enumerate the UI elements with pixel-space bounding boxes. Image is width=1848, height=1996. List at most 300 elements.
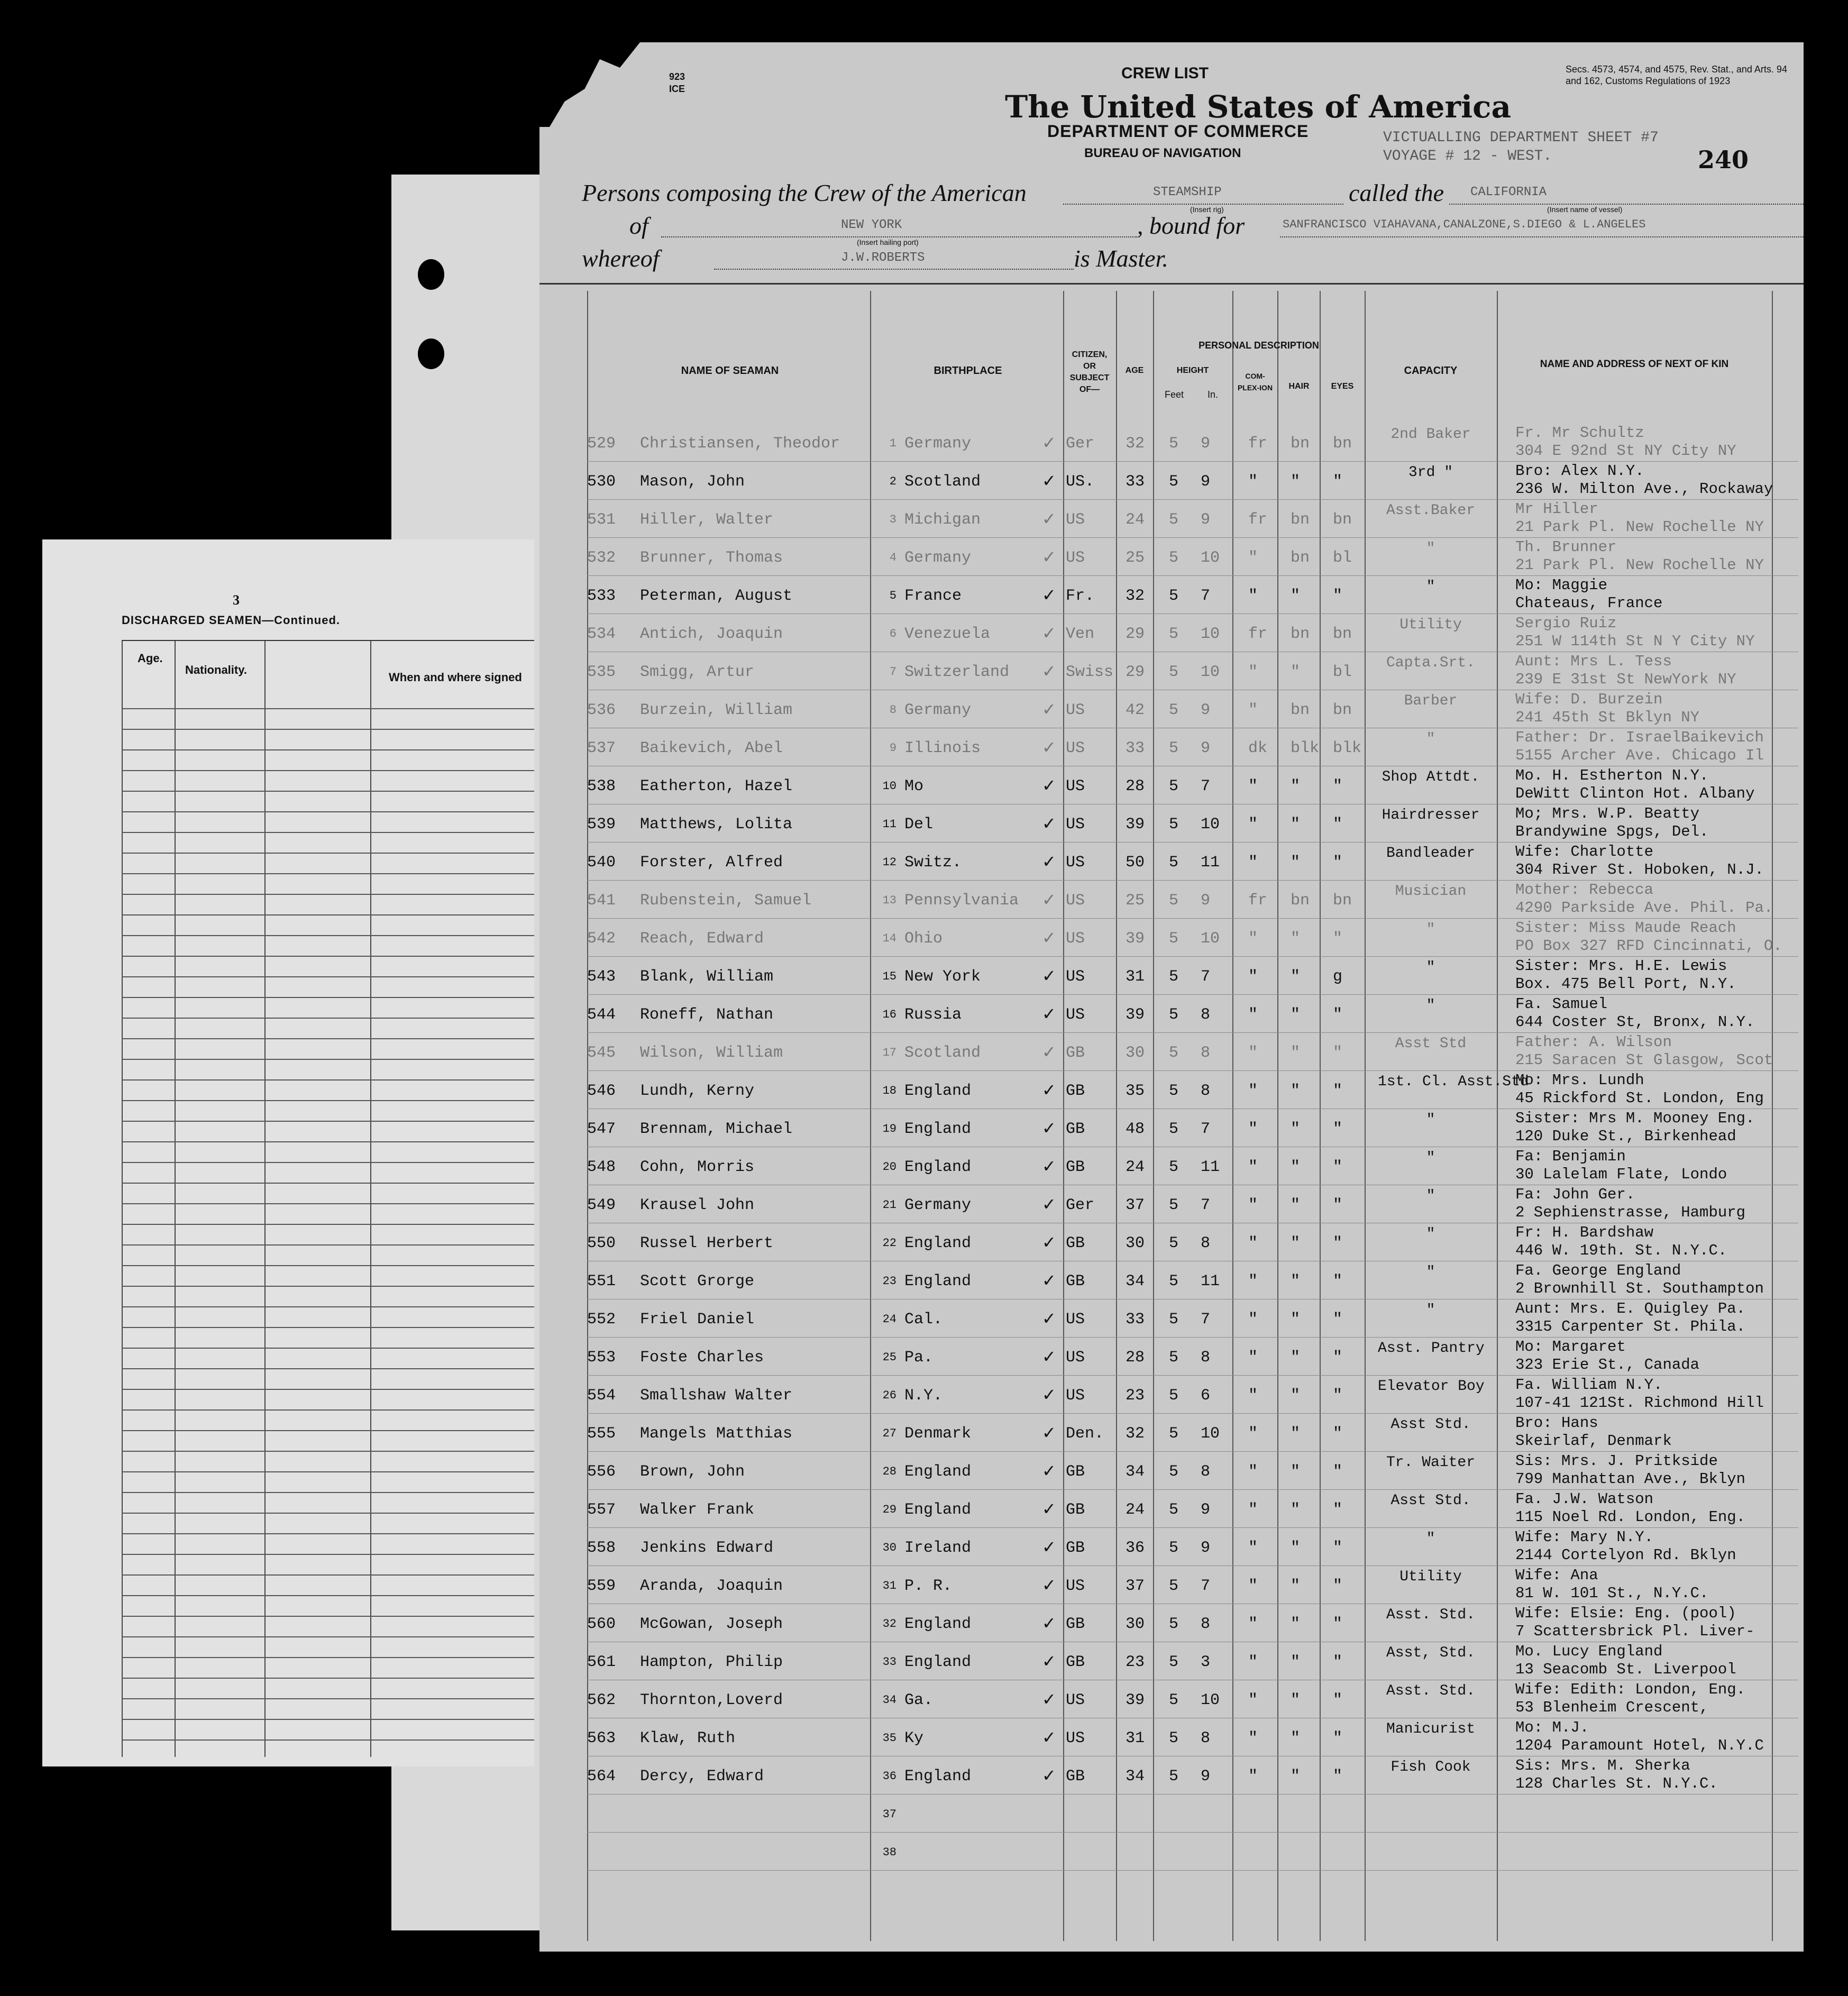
height-feet: 5 bbox=[1169, 1349, 1179, 1367]
kin-line-2: 81 W. 101 St., N.Y.C. bbox=[1515, 1585, 1709, 1602]
eyes: bn bbox=[1333, 625, 1352, 643]
complexion: " bbox=[1248, 1272, 1258, 1290]
next-of-kin bbox=[1515, 538, 1764, 574]
check-mark: ✓ bbox=[1042, 1194, 1056, 1214]
age: 31 bbox=[1126, 968, 1145, 986]
next-of-kin bbox=[1515, 1605, 1754, 1641]
capacity: 2nd Baker bbox=[1390, 426, 1471, 443]
citizenship: US. bbox=[1066, 473, 1095, 491]
next-of-kin bbox=[1515, 576, 1662, 612]
line-number: 11 bbox=[882, 818, 896, 831]
hair: " bbox=[1291, 1044, 1301, 1062]
seaman-name: Matthews, Lolita bbox=[640, 816, 793, 834]
kin-line-1: Fa: John Ger. bbox=[1515, 1186, 1635, 1203]
table-row bbox=[587, 918, 1798, 957]
row-number: 533 bbox=[587, 587, 616, 605]
next-of-kin bbox=[1515, 957, 1736, 993]
next-of-kin bbox=[1515, 881, 1773, 917]
birthplace: England bbox=[904, 1120, 972, 1138]
line-number: 33 bbox=[882, 1655, 896, 1669]
check-mark: ✓ bbox=[1042, 1651, 1056, 1671]
height-inches: 9 bbox=[1201, 435, 1211, 453]
citizenship: US bbox=[1066, 1311, 1085, 1329]
height-feet: 5 bbox=[1169, 1691, 1179, 1709]
check-mark: ✓ bbox=[1042, 1461, 1056, 1481]
eyes: bl bbox=[1333, 663, 1352, 681]
height-feet: 5 bbox=[1169, 930, 1179, 948]
line-number: 12 bbox=[882, 856, 896, 869]
kin-line-2: 30 Lalelam Flate, Londo bbox=[1515, 1166, 1727, 1183]
kin-line-2: 251 W 114th St N Y City NY bbox=[1515, 633, 1755, 650]
capacity: " bbox=[1426, 997, 1435, 1014]
kin-line-2: 115 Noel Rd. London, Eng. bbox=[1515, 1508, 1746, 1526]
citizenship: Swiss bbox=[1066, 663, 1114, 681]
table-row bbox=[587, 956, 1798, 995]
hair: " bbox=[1291, 1311, 1301, 1329]
torn-corner bbox=[539, 42, 640, 127]
capacity: Hairdresser bbox=[1382, 807, 1480, 823]
destination-value: SANFRANCISCO VIAHAVANA,CANALZONE,S.DIEGO & L.ANGELES bbox=[1283, 218, 1646, 231]
line-number: 30 bbox=[882, 1541, 896, 1554]
complexion: " bbox=[1248, 1463, 1258, 1481]
citizenship: GB bbox=[1066, 1044, 1085, 1062]
height-inches: 9 bbox=[1201, 701, 1211, 719]
capacity: " bbox=[1426, 1188, 1435, 1204]
col-capacity: CAPACITY bbox=[1404, 365, 1458, 377]
citizenship: US bbox=[1066, 1387, 1085, 1405]
check-mark: ✓ bbox=[1042, 699, 1056, 719]
age: 29 bbox=[1126, 625, 1145, 643]
kin-line-1: Wife: D. Burzein bbox=[1515, 691, 1663, 708]
kin-line-1: Aunt: Mrs. E. Quigley Pa. bbox=[1515, 1300, 1746, 1317]
line-number: 34 bbox=[882, 1693, 896, 1707]
table-row bbox=[587, 1375, 1798, 1414]
complexion: " bbox=[1248, 1311, 1258, 1329]
citizenship: US bbox=[1066, 854, 1085, 872]
table-row bbox=[587, 1527, 1798, 1566]
kin-line-1: Aunt: Mrs L. Tess bbox=[1515, 653, 1672, 670]
eyes: " bbox=[1333, 1387, 1343, 1405]
birthplace: Scotland bbox=[904, 473, 981, 491]
line-number: 15 bbox=[882, 970, 896, 983]
citizenship: US bbox=[1066, 549, 1085, 567]
seaman-name: Friel Daniel bbox=[640, 1311, 755, 1329]
height-inches: 8 bbox=[1201, 1729, 1211, 1747]
height-feet: 5 bbox=[1169, 1387, 1179, 1405]
kin-line-2: 21 Park Pl. New Rochelle NY bbox=[1515, 556, 1764, 574]
line-number: 26 bbox=[882, 1389, 896, 1402]
height-inches: 10 bbox=[1201, 663, 1220, 681]
table-row bbox=[587, 804, 1798, 843]
row-number: 535 bbox=[587, 663, 616, 681]
seaman-name: Peterman, August bbox=[640, 587, 793, 605]
height-inches: 9 bbox=[1201, 473, 1211, 491]
table-row bbox=[587, 728, 1798, 766]
seaman-name: Foste Charles bbox=[640, 1349, 764, 1367]
hair: " bbox=[1291, 1234, 1301, 1252]
age: 39 bbox=[1126, 816, 1145, 834]
row-number: 555 bbox=[587, 1425, 616, 1443]
line-number: 23 bbox=[882, 1275, 896, 1288]
complexion: " bbox=[1248, 1387, 1258, 1405]
col-name: NAME OF SEAMAN bbox=[681, 365, 779, 377]
crew-list-sheet bbox=[539, 42, 1804, 1952]
check-mark: ✓ bbox=[1042, 1156, 1056, 1176]
age: 24 bbox=[1126, 511, 1145, 529]
ruled-lines bbox=[122, 689, 534, 1757]
kin-line-2: Chateaus, France bbox=[1515, 594, 1663, 612]
seaman-name: Smigg, Artur bbox=[640, 663, 755, 681]
bureau: BUREAU OF NAVIGATION bbox=[1084, 146, 1241, 160]
line-number: 24 bbox=[882, 1313, 896, 1326]
kin-line-2: 13 Seacomb St. Liverpool bbox=[1515, 1661, 1736, 1678]
kin-line-1: Wife: Ana bbox=[1515, 1567, 1598, 1584]
birthplace: England bbox=[904, 1615, 972, 1633]
citizenship: GB bbox=[1066, 1234, 1085, 1252]
voyage-number: VOYAGE # 12 - WEST. bbox=[1383, 148, 1552, 164]
complexion: " bbox=[1248, 1501, 1258, 1519]
check-mark: ✓ bbox=[1042, 737, 1056, 757]
line-number: 14 bbox=[882, 932, 896, 945]
height-inches: 8 bbox=[1201, 1082, 1211, 1100]
table-row bbox=[587, 1451, 1798, 1490]
hair: " bbox=[1291, 1653, 1301, 1671]
height-feet: 5 bbox=[1169, 1615, 1179, 1633]
height-feet: 5 bbox=[1169, 1158, 1179, 1176]
row-number: 550 bbox=[587, 1234, 616, 1252]
birthplace: Pa. bbox=[904, 1349, 934, 1367]
kin-line-2: 2144 Cortelyon Rd. Bklyn bbox=[1515, 1546, 1736, 1564]
kin-line-1: Wife: Charlotte bbox=[1515, 843, 1654, 860]
row-number: 532 bbox=[587, 549, 616, 567]
check-mark: ✓ bbox=[1042, 813, 1056, 834]
hair: " bbox=[1291, 473, 1301, 491]
height-inches: 8 bbox=[1201, 1463, 1211, 1481]
next-of-kin bbox=[1515, 1528, 1736, 1564]
check-mark: ✓ bbox=[1042, 1004, 1056, 1024]
eyes: " bbox=[1333, 1272, 1343, 1290]
discharged-page-number: 3 bbox=[233, 592, 240, 608]
height-feet: 5 bbox=[1169, 1768, 1179, 1786]
seaman-name: Smallshaw Walter bbox=[640, 1387, 793, 1405]
kin-line-2: 4290 Parkside Ave. Phil. Pa. bbox=[1515, 899, 1773, 917]
line-number: 16 bbox=[882, 1008, 896, 1021]
hair: " bbox=[1291, 1463, 1301, 1481]
capacity: Asst Std bbox=[1395, 1036, 1467, 1052]
hair: " bbox=[1291, 1158, 1301, 1176]
citizenship: US bbox=[1066, 1006, 1085, 1024]
hair: " bbox=[1291, 1272, 1301, 1290]
complexion: " bbox=[1248, 854, 1258, 872]
eyes: bl bbox=[1333, 549, 1352, 567]
col-feet: Feet bbox=[1164, 389, 1184, 400]
row-number: 553 bbox=[587, 1349, 616, 1367]
height-inches: 9 bbox=[1201, 739, 1211, 757]
age: 34 bbox=[1126, 1463, 1145, 1481]
capacity: Asst Std. bbox=[1390, 1493, 1471, 1509]
birthplace: England bbox=[904, 1082, 972, 1100]
height-feet: 5 bbox=[1169, 663, 1179, 681]
next-of-kin bbox=[1515, 1719, 1764, 1755]
complexion: " bbox=[1248, 701, 1258, 719]
birthplace: Cal. bbox=[904, 1311, 943, 1329]
birthplace: Russia bbox=[904, 1006, 962, 1024]
height-feet: 5 bbox=[1169, 1463, 1179, 1481]
seaman-name: Lundh, Kerny bbox=[640, 1082, 755, 1100]
table-row bbox=[587, 1109, 1798, 1147]
height-feet: 5 bbox=[1169, 1577, 1179, 1595]
seaman-name: Brown, John bbox=[640, 1463, 745, 1481]
punch-hole bbox=[418, 259, 444, 290]
declaration-line2b: , bound for bbox=[1137, 212, 1245, 239]
seaman-name: Blank, William bbox=[640, 968, 774, 986]
next-of-kin bbox=[1515, 767, 1754, 803]
table-row bbox=[587, 1223, 1798, 1261]
citizenship: US bbox=[1066, 1577, 1085, 1595]
eyes: " bbox=[1333, 777, 1343, 795]
check-mark: ✓ bbox=[1042, 775, 1056, 795]
table-row bbox=[587, 499, 1798, 538]
table-row bbox=[587, 1642, 1798, 1680]
next-of-kin bbox=[1515, 462, 1773, 498]
hair: " bbox=[1291, 1387, 1301, 1405]
kin-line-2: 128 Charles St. N.Y.C. bbox=[1515, 1775, 1718, 1792]
vessel-value: CALIFORNIA bbox=[1470, 185, 1547, 199]
hair: " bbox=[1291, 1006, 1301, 1024]
table-row bbox=[587, 1261, 1798, 1299]
complexion: " bbox=[1248, 1234, 1258, 1252]
age: 28 bbox=[1126, 777, 1145, 795]
line-number: 31 bbox=[882, 1579, 896, 1592]
complexion: " bbox=[1248, 1577, 1258, 1595]
kin-line-1: Bro: Hans bbox=[1515, 1414, 1598, 1432]
next-of-kin bbox=[1515, 1033, 1773, 1069]
hair: bn bbox=[1291, 511, 1310, 529]
col-citizen: CITIZEN, OR SUBJECT OF— bbox=[1069, 350, 1110, 394]
birthplace: England bbox=[904, 1272, 972, 1290]
age: 33 bbox=[1126, 473, 1145, 491]
complexion: " bbox=[1248, 587, 1258, 605]
age: 35 bbox=[1126, 1082, 1145, 1100]
complexion: " bbox=[1248, 549, 1258, 567]
citizenship: GB bbox=[1066, 1272, 1085, 1290]
destination-line bbox=[1280, 236, 1804, 237]
hair: bn bbox=[1291, 549, 1310, 567]
eyes: " bbox=[1333, 1311, 1343, 1329]
line-number: 19 bbox=[882, 1122, 896, 1136]
eyes: " bbox=[1333, 1120, 1343, 1138]
check-mark: ✓ bbox=[1042, 1765, 1056, 1786]
table-row bbox=[587, 652, 1798, 690]
hair: " bbox=[1291, 1768, 1301, 1786]
kin-line-2: 45 Rickford St. London, Eng bbox=[1515, 1089, 1764, 1107]
kin-line-2: 5155 Archer Ave. Chicago Il bbox=[1515, 747, 1764, 764]
age: 32 bbox=[1126, 435, 1145, 453]
height-inches: 7 bbox=[1201, 968, 1211, 986]
line-number: 32 bbox=[882, 1617, 896, 1631]
kin-line-2: 304 E 92nd St NY City NY bbox=[1515, 442, 1736, 460]
eyes: " bbox=[1333, 473, 1343, 491]
eyes: " bbox=[1333, 1044, 1343, 1062]
kin-line-1: Fa. William N.Y. bbox=[1515, 1376, 1663, 1394]
next-of-kin bbox=[1515, 843, 1764, 879]
row-number: 546 bbox=[587, 1082, 616, 1100]
height-inches: 9 bbox=[1201, 511, 1211, 529]
height-inches: 10 bbox=[1201, 816, 1220, 834]
line-number: 29 bbox=[882, 1503, 896, 1516]
discharged-seamen-sheet bbox=[42, 539, 534, 1766]
line-number: 20 bbox=[882, 1160, 896, 1174]
hair: " bbox=[1291, 777, 1301, 795]
kin-line-2: PO Box 327 RFD Cincinnati, O. bbox=[1515, 937, 1782, 955]
seaman-name: Mangels Matthias bbox=[640, 1425, 793, 1443]
citizenship: Ger bbox=[1066, 1196, 1095, 1214]
age: 39 bbox=[1126, 1691, 1145, 1709]
page-number: 240 bbox=[1698, 145, 1749, 174]
vessel-line bbox=[1449, 204, 1804, 205]
complexion: fr bbox=[1248, 892, 1268, 910]
age: 39 bbox=[1126, 930, 1145, 948]
crew-list-title: CREW LIST bbox=[1121, 65, 1209, 82]
eyes: " bbox=[1333, 816, 1343, 834]
hair: " bbox=[1291, 1425, 1301, 1443]
kin-line-1: Wife: Mary N.Y. bbox=[1515, 1528, 1654, 1546]
height-inches: 3 bbox=[1201, 1653, 1211, 1671]
height-feet: 5 bbox=[1169, 1539, 1179, 1557]
kin-line-2: 644 Coster St, Bronx, N.Y. bbox=[1515, 1013, 1755, 1031]
crew-table bbox=[587, 291, 1798, 1941]
capacity: Barber bbox=[1404, 693, 1458, 709]
seaman-name: Scott Grorge bbox=[640, 1272, 755, 1290]
next-of-kin bbox=[1515, 615, 1754, 651]
birthplace: Scotland bbox=[904, 1044, 981, 1062]
citizenship: Ven bbox=[1066, 625, 1095, 643]
height-feet: 5 bbox=[1169, 854, 1179, 872]
table-row bbox=[587, 1565, 1798, 1604]
hair: " bbox=[1291, 930, 1301, 948]
next-of-kin bbox=[1515, 1110, 1754, 1146]
hair: bn bbox=[1291, 435, 1310, 453]
complexion: " bbox=[1248, 1425, 1258, 1443]
birthplace: Ohio bbox=[904, 930, 943, 948]
kin-line-1: Father: Dr. IsraelBaikevich bbox=[1515, 729, 1764, 746]
seaman-name: Jenkins Edward bbox=[640, 1539, 774, 1557]
line-number: 38 bbox=[882, 1846, 896, 1859]
height-feet: 5 bbox=[1169, 968, 1179, 986]
hair: " bbox=[1291, 1082, 1301, 1100]
seaman-name: Aranda, Joaquin bbox=[640, 1577, 783, 1595]
table-row bbox=[587, 1185, 1798, 1223]
birthplace: Germany bbox=[904, 701, 972, 719]
complexion: " bbox=[1248, 1768, 1258, 1786]
complexion: " bbox=[1248, 1082, 1258, 1100]
col-hair: HAIR bbox=[1288, 382, 1310, 391]
vessel-caption: (Insert name of vessel) bbox=[1547, 205, 1623, 214]
birthplace: Switz. bbox=[904, 854, 962, 872]
line-number: 1 bbox=[889, 437, 896, 450]
age: 28 bbox=[1126, 1349, 1145, 1367]
capacity: Capta.Srt. bbox=[1386, 655, 1476, 671]
height-feet: 5 bbox=[1169, 777, 1179, 795]
capacity: Utility bbox=[1399, 1569, 1462, 1585]
col-age-header: Age. bbox=[138, 652, 163, 665]
eyes: " bbox=[1333, 1082, 1343, 1100]
capacity: 3rd " bbox=[1408, 464, 1453, 481]
check-mark: ✓ bbox=[1042, 1423, 1056, 1443]
line-number: 9 bbox=[889, 741, 896, 755]
kin-line-1: Sister: Mrs M. Mooney Eng. bbox=[1515, 1110, 1755, 1127]
master-line bbox=[714, 269, 1074, 270]
height-feet: 5 bbox=[1169, 1044, 1179, 1062]
seaman-name: Mason, John bbox=[640, 473, 745, 491]
kin-line-2: 2 Brownhill St. Southampton bbox=[1515, 1280, 1764, 1297]
birthplace: Venezuela bbox=[904, 625, 991, 643]
col-kin: NAME AND ADDRESS OF NEXT OF KIN bbox=[1540, 359, 1729, 370]
kin-line-2: 107-41 121St. Richmond Hill bbox=[1515, 1394, 1764, 1412]
table-row bbox=[587, 1718, 1798, 1756]
row-number: 554 bbox=[587, 1387, 616, 1405]
kin-line-2: 21 Park Pl. New Rochelle NY bbox=[1515, 518, 1764, 536]
check-mark: ✓ bbox=[1042, 1537, 1056, 1557]
row-number: 538 bbox=[587, 777, 616, 795]
capacity: " bbox=[1426, 1150, 1435, 1166]
height-feet: 5 bbox=[1169, 1501, 1179, 1519]
check-mark: ✓ bbox=[1042, 1270, 1056, 1290]
kin-line-2: 304 River St. Hoboken, N.J. bbox=[1515, 861, 1764, 878]
citizenship: US bbox=[1066, 930, 1085, 948]
height-inches: 7 bbox=[1201, 1120, 1211, 1138]
header-rule bbox=[539, 283, 1804, 285]
kin-line-1: Mother: Rebecca bbox=[1515, 881, 1654, 899]
next-of-kin bbox=[1515, 1681, 1745, 1717]
eyes: bn bbox=[1333, 892, 1352, 910]
col-personal: PERSONAL DESCRIPTION bbox=[1199, 340, 1319, 351]
complexion: " bbox=[1248, 1120, 1258, 1138]
capacity: " bbox=[1426, 959, 1435, 976]
height-feet: 5 bbox=[1169, 625, 1179, 643]
eyes: bn bbox=[1333, 511, 1352, 529]
hair: " bbox=[1291, 663, 1301, 681]
height-inches: 10 bbox=[1201, 625, 1220, 643]
next-of-kin bbox=[1515, 1224, 1727, 1260]
next-of-kin bbox=[1515, 1072, 1764, 1107]
capacity: Elevator Boy bbox=[1378, 1378, 1485, 1395]
eyes: " bbox=[1333, 1349, 1343, 1367]
table-row bbox=[587, 880, 1798, 919]
age: 24 bbox=[1126, 1501, 1145, 1519]
eyes: " bbox=[1333, 1653, 1343, 1671]
height-feet: 5 bbox=[1169, 549, 1179, 567]
seaman-name: Eatherton, Hazel bbox=[640, 777, 793, 795]
next-of-kin bbox=[1515, 1643, 1736, 1679]
col-nationality-header: Nationality. bbox=[185, 663, 247, 676]
capacity: Musician bbox=[1395, 883, 1467, 900]
kin-line-1: Mr Hiller bbox=[1515, 500, 1598, 518]
row-number: 547 bbox=[587, 1120, 616, 1138]
age: 30 bbox=[1126, 1234, 1145, 1252]
age: 32 bbox=[1126, 1425, 1145, 1443]
col-signed-header: When and where signed bbox=[389, 671, 522, 684]
row-number: 543 bbox=[587, 968, 616, 986]
citizenship: US bbox=[1066, 739, 1085, 757]
kin-line-1: Mo: Margaret bbox=[1515, 1338, 1626, 1356]
capacity: " bbox=[1426, 1531, 1435, 1547]
check-mark: ✓ bbox=[1042, 1232, 1056, 1252]
height-inches: 8 bbox=[1201, 1615, 1211, 1633]
seaman-name: Wilson, William bbox=[640, 1044, 783, 1062]
next-of-kin bbox=[1515, 1186, 1745, 1222]
kin-line-2: 323 Erie St., Canada bbox=[1515, 1356, 1700, 1374]
